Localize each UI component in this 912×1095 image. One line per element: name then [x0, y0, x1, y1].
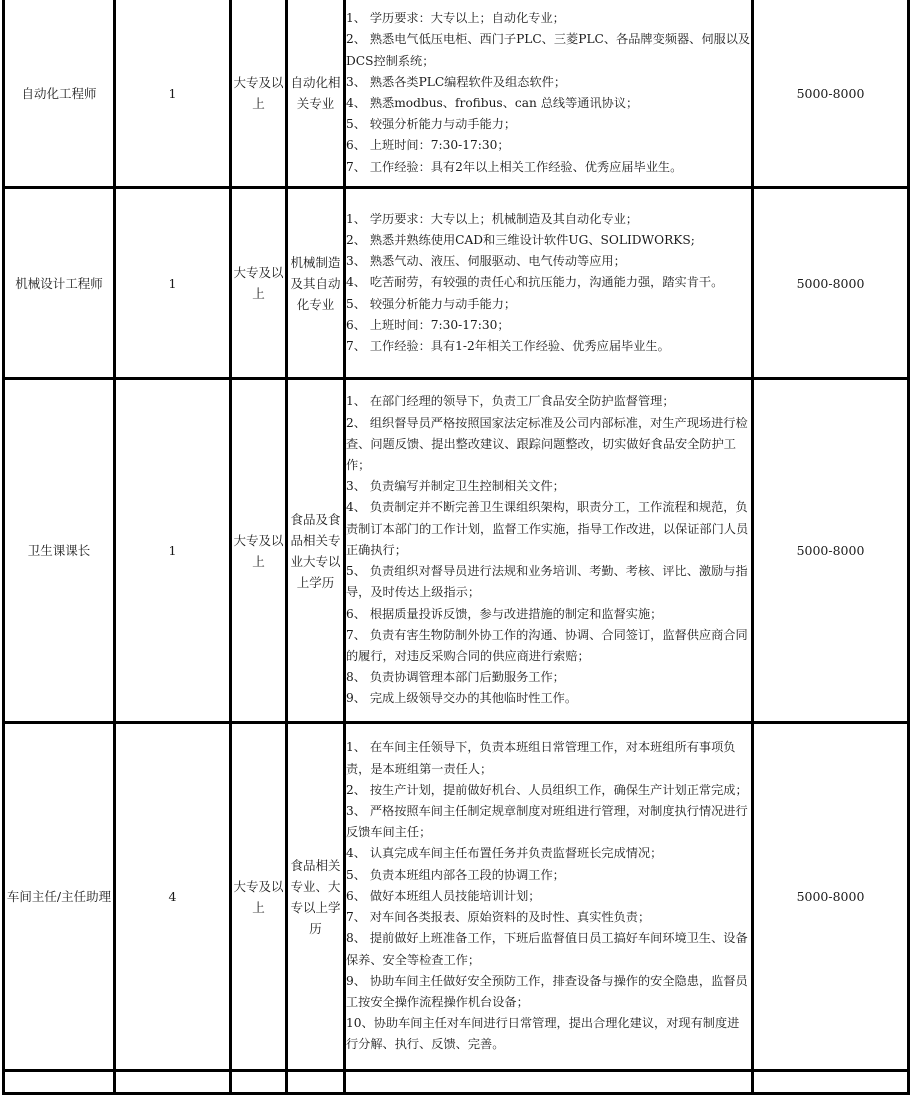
salary: 5000-8000 — [796, 275, 865, 291]
duty-item: 1、 在车间主任领导下，负责本班组日常管理工作，对本班组所有事项负责，是本班组第一责任人； — [346, 740, 736, 776]
education: 大专及以上 — [233, 532, 284, 569]
duty-item: 1、 在部门经理的领导下，负责工厂食品安全防护监督管理； — [346, 394, 675, 409]
duty-item: 2、 组织督导员严格按照国家法定标准及公司内部标准，对生产现场进行检查、问题反馈、提出整改建议、跟踪问题整改，切实做好食品安全防护工作； — [346, 415, 748, 473]
duty-item: 3、 严格按照车间主任制定规章制度对班组进行管理，对制度执行情况进行反馈车间主任； — [346, 804, 748, 840]
headcount: 1 — [168, 275, 177, 291]
duties-cell — [345, 723, 753, 1071]
table-row-partial — [4, 1071, 909, 1094]
job-title-cell — [4, 379, 115, 723]
empty-cell — [115, 1071, 231, 1094]
table-row — [4, 379, 909, 723]
empty-cell — [231, 1071, 287, 1094]
major: 食品相关专业、大专以上学历 — [290, 857, 341, 936]
duty-item: 8、 负责协调管理本部门后勤服务工作； — [346, 670, 565, 685]
job-title: 机械设计工程师 — [15, 275, 103, 291]
major-cell — [287, 188, 345, 379]
education: 大专及以上 — [233, 878, 284, 915]
duty-item: 4、 熟悉modbus、frofibus、can 总线等通讯协议； — [346, 96, 639, 110]
duty-item: 3、 负责编写并制定卫生控制相关文件； — [346, 479, 565, 494]
duty-item: 7、 工作经验：具有2年以上相关工作经验、优秀应届毕业生。 — [346, 159, 683, 174]
education-cell — [231, 379, 287, 723]
salary-cell — [753, 379, 909, 723]
empty-cell — [753, 1071, 909, 1094]
headcount: 4 — [168, 889, 177, 904]
duty-item: 2、 熟悉电气低压电柜、西门子PLC、三菱PLC、各品牌变频器、伺服以及DCS控制系统； — [346, 32, 751, 68]
duty-item: 5、 较强分析能力与动手能力； — [346, 296, 517, 311]
empty-cell — [4, 1071, 115, 1094]
duty-item: 7、 工作经验：具有1-2年相关工作经验、优秀应届毕业生。 — [346, 339, 670, 353]
duty-item: 3、 熟悉各类PLC编程软件及组态软件； — [346, 74, 567, 89]
duty-item: 7、 对车间各类报表、原始资料的及时性、真实性负责； — [346, 910, 651, 925]
major: 机械制造及其自动化专业 — [290, 254, 341, 312]
job-title: 车间主任/主任助理 — [6, 889, 112, 904]
duty-item: 4、 认真完成车间主任布置任务并负责监督班长完成情况； — [346, 846, 663, 861]
duty-item: 2、 按生产计划，提前做好机台、人员组织工作，确保生产计划正常完成； — [346, 782, 748, 797]
education: 大专及以上 — [233, 75, 284, 111]
major-cell — [287, 379, 345, 723]
job-title-cell — [4, 723, 115, 1071]
duties-cell — [345, 188, 753, 379]
salary-cell — [753, 0, 909, 188]
headcount-cell — [115, 0, 231, 188]
table-row — [4, 188, 909, 379]
duty-item: 7、 负责有害生物防制外协工作的沟通、协调、合同签订，监督供应商合同的履行，对违反采购合同的供应商进行索赔； — [346, 627, 748, 663]
education: 大专及以上 — [233, 265, 284, 301]
education-cell — [231, 188, 287, 379]
duty-item: 4、 吃苦耐劳，有较强的责任心和抗压能力，沟通能力强，踏实肯干。 — [346, 275, 724, 290]
duties-cell — [345, 0, 753, 188]
job-title: 自动化工程师 — [21, 85, 97, 101]
duties-cell — [345, 379, 753, 723]
job-title-cell — [4, 188, 115, 379]
salary: 5000-8000 — [796, 889, 865, 904]
duty-item: 10、协助车间主任对车间进行日常管理，提出合理化建议，对现有制度进行分解、执行、反馈、完善。 — [346, 1016, 740, 1052]
education-cell — [231, 723, 287, 1071]
duty-item: 3、 熟悉气动、液压、伺服驱动、电气传动等应用； — [346, 254, 626, 269]
job-listing-table — [2, 0, 910, 1095]
major: 自动化相关专业 — [290, 75, 341, 111]
major-cell — [287, 0, 345, 188]
salary: 5000-8000 — [796, 543, 865, 558]
headcount-cell — [115, 188, 231, 379]
table-row — [4, 0, 909, 188]
salary: 5000-8000 — [796, 85, 865, 101]
salary-cell — [753, 723, 909, 1071]
headcount-cell — [115, 723, 231, 1071]
job-title: 卫生课课长 — [27, 543, 91, 558]
empty-cell — [345, 1071, 753, 1094]
duty-item: 6、 根据质量投诉反馈，参与改进措施的制定和监督实施； — [346, 606, 663, 621]
table-row — [4, 723, 909, 1071]
duty-item: 6、 上班时间：7:30-17:30； — [346, 317, 510, 332]
major: 食品及食品相关专业大专以上学历 — [290, 511, 341, 590]
job-title-cell — [4, 0, 115, 188]
duty-item: 2、 熟悉并熟练使用CAD和三维设计软件UG、SOLIDWORKS; — [346, 232, 695, 247]
duty-item: 1、 学历要求：大专以上；机械制造及其自动化专业； — [346, 211, 638, 226]
education-cell — [231, 0, 287, 188]
duty-item: 6、 上班时间：7:30-17:30； — [346, 138, 510, 153]
duty-item: 5、 较强分析能力与动手能力； — [346, 117, 517, 132]
salary-cell — [753, 188, 909, 379]
duty-item: 5、 负责组织对督导员进行法规和业务培训、考勤、考核、评比、激励与指导，及时传达上级指示； — [346, 564, 748, 600]
duty-item: 5、 负责本班组内部各工段的协调工作； — [346, 867, 565, 882]
duty-item: 9、 协助车间主任做好安全预防工作，排查设备与操作的安全隐患，监督员工按安全操作流程操作机台设备； — [346, 973, 748, 1009]
headcount: 1 — [168, 543, 177, 558]
duty-item: 9、 完成上级领导交办的其他临时性工作。 — [346, 691, 578, 706]
empty-cell — [287, 1071, 345, 1094]
headcount: 1 — [168, 85, 177, 101]
duty-item: 8、 提前做好上班准备工作，下班后监督值日员工搞好车间环境卫生、设备保养、安全等检查工作； — [346, 931, 748, 967]
duty-item: 6、 做好本班组人员技能培训计划； — [346, 888, 541, 903]
headcount-cell — [115, 379, 231, 723]
major-cell — [287, 723, 345, 1071]
duty-item: 4、 负责制定并不断完善卫生课组织架构，职责分工，工作流程和规范，负责制订本部门的工作计划，监督工作实施，指导工作改进，以保证部门人员正确执行； — [346, 500, 749, 557]
duty-item: 1、 学历要求：大专以上；自动化专业； — [346, 11, 565, 26]
